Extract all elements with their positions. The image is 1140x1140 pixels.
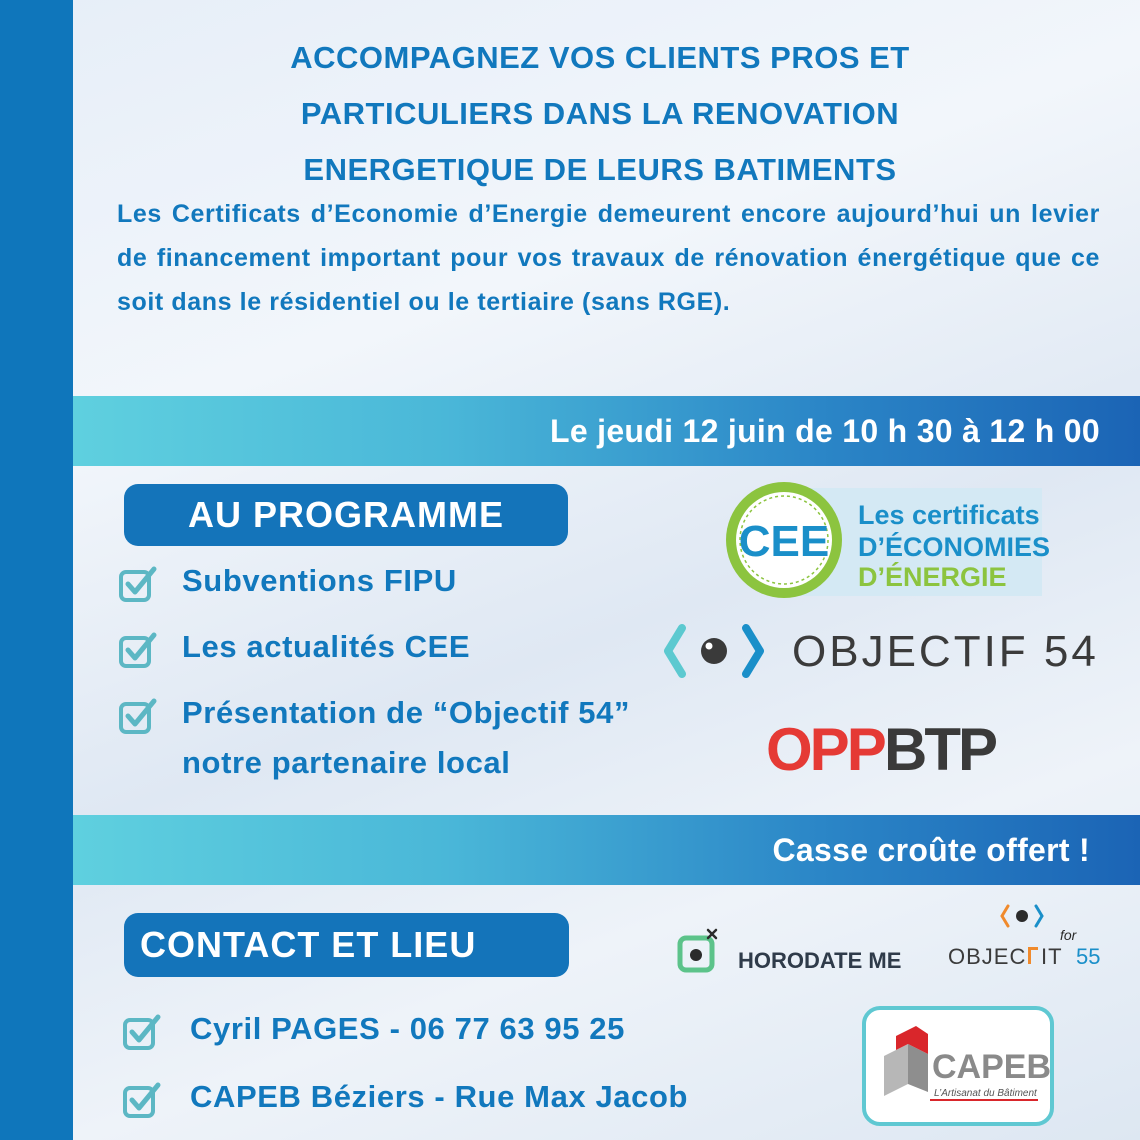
cee-logo <box>722 478 1052 602</box>
objectif55-logo <box>944 900 1114 976</box>
horodate-text: HORODATE ME <box>738 948 902 973</box>
contact-address: CAPEB Béziers - Rue Max Jacob <box>190 1079 689 1114</box>
eye-icon <box>1002 906 1042 926</box>
contact-heading: CONTACT ET LIEU <box>124 913 569 977</box>
objectif54-text: OBJECTIF 54 <box>792 627 1099 676</box>
capeb-name: CAPEB <box>932 1048 1050 1086</box>
objectif55-for: for <box>1060 927 1077 943</box>
objectif54-logo <box>662 618 1112 684</box>
capeb-logo-graphic <box>866 1010 1050 1122</box>
objectif55-num: 55 <box>1076 944 1101 969</box>
left-accent-strip <box>0 0 73 1140</box>
cee-seal-icon <box>726 482 842 598</box>
check-icon <box>122 1012 162 1052</box>
intro-paragraph: Les Certificats d’Economie d’Energie demeurent encore aujourd’hui un levier de financement important pour vos travaux de rénovation énergétique que ce soit dans le résidentiel ou le tertiaire (sans RGE). <box>117 200 1100 316</box>
check-icon <box>122 1080 162 1120</box>
title-line-1: ACCOMPAGNEZ VOS CLIENTS PROS ET <box>290 40 910 75</box>
oppbtp-logo <box>766 712 1016 782</box>
title-line-2: PARTICULIERS DANS LA RENOVATION <box>300 96 900 131</box>
capeb-tagline: L’Artisanat du Bâtiment <box>934 1088 1037 1099</box>
cee-line-2: D’ÉCONOMIES <box>858 532 1051 562</box>
cube-icon <box>884 1026 928 1096</box>
programme-item-label: Les actualités CEE <box>182 629 471 664</box>
date-banner <box>73 396 1140 466</box>
page-title <box>120 30 1080 198</box>
programme-item-label: Subventions FIPU <box>182 563 457 598</box>
horodate-icon <box>680 930 716 970</box>
date-banner-text: Le jeudi 12 juin de 10 h 30 à 12 h 00 <box>550 413 1100 449</box>
oppbtp-part1: OPP <box>766 716 884 782</box>
capeb-logo <box>862 1006 1054 1126</box>
check-icon <box>118 630 158 670</box>
objectif55-text-a: OBJEC <box>948 944 1027 969</box>
horodate-logo <box>676 924 916 980</box>
eye-icon <box>668 628 760 674</box>
oppbtp-part2: BTP <box>884 716 995 782</box>
snack-banner <box>73 815 1140 885</box>
cee-line-1: Les certificats <box>858 500 1040 530</box>
check-icon <box>118 564 158 604</box>
cee-line-3: D’ÉNERGIE <box>858 562 1007 592</box>
check-icon <box>118 696 158 736</box>
contact-phone: Cyril PAGES - 06 77 63 95 25 <box>190 1011 625 1046</box>
snack-banner-text: Casse croûte offert ! <box>772 832 1090 868</box>
programme-heading: AU PROGRAMME <box>124 484 568 546</box>
programme-item-label-continued: notre partenaire local <box>182 745 511 780</box>
cee-badge-text: CEE <box>738 517 830 566</box>
title-line-3: ENERGETIQUE DE LEURS BATIMENTS <box>303 152 897 187</box>
programme-item-label: Présentation de “Objectif 54” <box>182 695 631 730</box>
objectif55-text-b: IT <box>1041 944 1063 969</box>
